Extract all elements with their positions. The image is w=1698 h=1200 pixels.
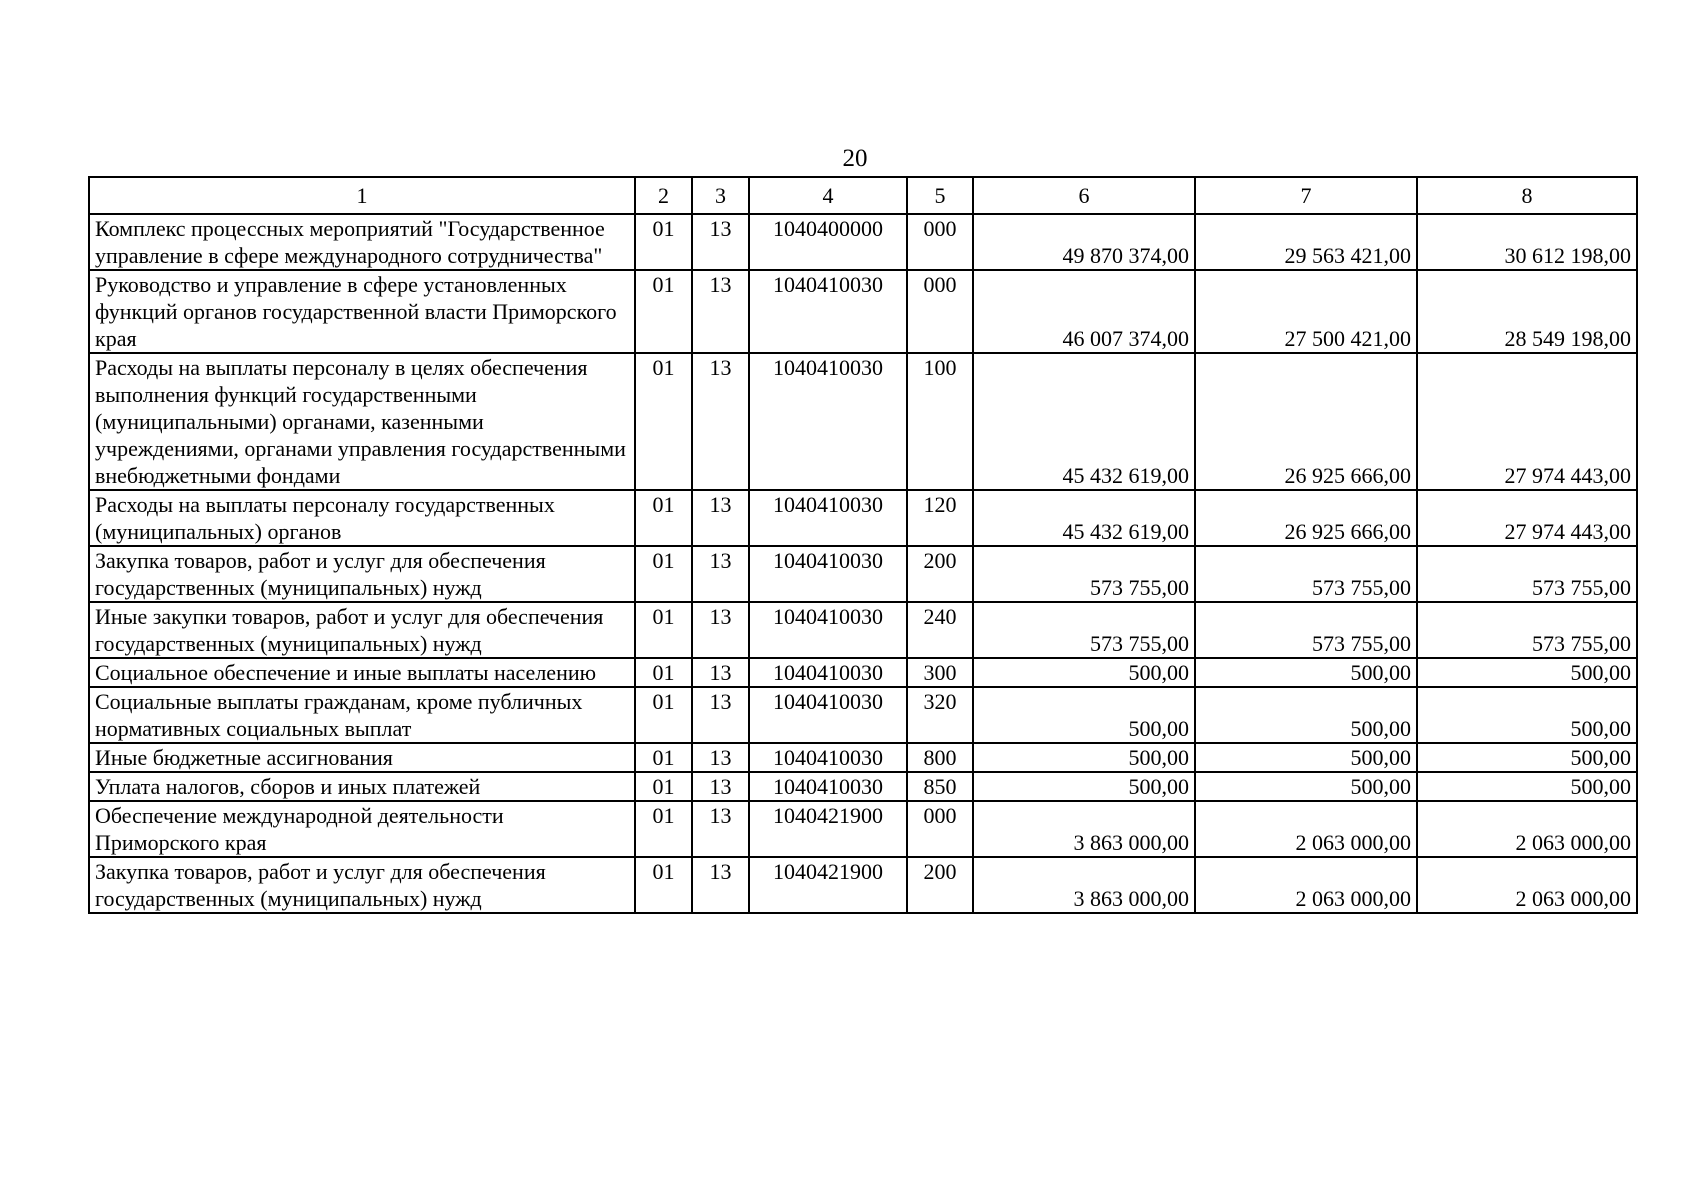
target-article-code: 1040410030 [749, 270, 907, 353]
target-article-code: 1040410030 [749, 490, 907, 546]
header-cell: 4 [749, 177, 907, 214]
header-cell: 3 [692, 177, 749, 214]
target-article-code: 1040410030 [749, 353, 907, 490]
header-cell: 6 [973, 177, 1195, 214]
row-name: Социальные выплаты гражданам, кроме публичных нормативных социальных выплат [89, 687, 635, 743]
subsection-code: 13 [692, 214, 749, 270]
amount-col7: 2 063 000,00 [1195, 857, 1417, 913]
subsection-code: 13 [692, 857, 749, 913]
expense-type-code: 300 [907, 658, 973, 687]
target-article-code: 1040410030 [749, 743, 907, 772]
expense-type-code: 240 [907, 602, 973, 658]
header-cell: 1 [89, 177, 635, 214]
subsection-code: 13 [692, 801, 749, 857]
subsection-code: 13 [692, 687, 749, 743]
amount-col8: 27 974 443,00 [1417, 353, 1637, 490]
target-article-code: 1040410030 [749, 772, 907, 801]
row-name: Комплекс процессных мероприятий "Государственное управление в сфере международного сотрудничества" [89, 214, 635, 270]
amount-col6: 45 432 619,00 [973, 353, 1195, 490]
target-article-code: 1040400000 [749, 214, 907, 270]
section-code: 01 [635, 214, 692, 270]
row-name: Расходы на выплаты персоналу государственных (муниципальных) органов [89, 490, 635, 546]
amount-col8: 573 755,00 [1417, 546, 1637, 602]
amount-col8: 500,00 [1417, 772, 1637, 801]
amount-col6: 49 870 374,00 [973, 214, 1195, 270]
row-name: Обеспечение международной деятельности Приморского края [89, 801, 635, 857]
subsection-code: 13 [692, 743, 749, 772]
subsection-code: 13 [692, 270, 749, 353]
amount-col6: 46 007 374,00 [973, 270, 1195, 353]
amount-col8: 500,00 [1417, 687, 1637, 743]
amount-col6: 500,00 [973, 658, 1195, 687]
amount-col6: 573 755,00 [973, 546, 1195, 602]
table-row [89, 270, 1637, 353]
section-code: 01 [635, 801, 692, 857]
page-number: 20 [842, 145, 868, 172]
amount-col8: 500,00 [1417, 658, 1637, 687]
amount-col8: 500,00 [1417, 743, 1637, 772]
section-code: 01 [635, 270, 692, 353]
row-name: Социальное обеспечение и иные выплаты населению [89, 658, 635, 687]
amount-col7: 27 500 421,00 [1195, 270, 1417, 353]
table-row [89, 546, 1637, 602]
header-row [89, 177, 1637, 214]
table-row [89, 490, 1637, 546]
target-article-code: 1040410030 [749, 658, 907, 687]
amount-col6: 573 755,00 [973, 602, 1195, 658]
subsection-code: 13 [692, 658, 749, 687]
target-article-code: 1040410030 [749, 546, 907, 602]
amount-col7: 26 925 666,00 [1195, 490, 1417, 546]
row-name: Уплата налогов, сборов и иных платежей [89, 772, 635, 801]
table-row [89, 214, 1637, 270]
section-code: 01 [635, 658, 692, 687]
table-row [89, 857, 1637, 913]
amount-col8: 30 612 198,00 [1417, 214, 1637, 270]
amount-col8: 2 063 000,00 [1417, 857, 1637, 913]
amount-col8: 28 549 198,00 [1417, 270, 1637, 353]
section-code: 01 [635, 353, 692, 490]
amount-col7: 26 925 666,00 [1195, 353, 1417, 490]
section-code: 01 [635, 687, 692, 743]
table-row [89, 801, 1637, 857]
header-cell: 7 [1195, 177, 1417, 214]
row-name: Иные закупки товаров, работ и услуг для обеспечения государственных (муниципальных) нужд [89, 602, 635, 658]
amount-col7: 573 755,00 [1195, 602, 1417, 658]
amount-col6: 3 863 000,00 [973, 857, 1195, 913]
section-code: 01 [635, 743, 692, 772]
expense-type-code: 200 [907, 857, 973, 913]
target-article-code: 1040421900 [749, 857, 907, 913]
expense-type-code: 000 [907, 270, 973, 353]
header-cell: 5 [907, 177, 973, 214]
section-code: 01 [635, 602, 692, 658]
amount-col7: 500,00 [1195, 772, 1417, 801]
amount-col7: 500,00 [1195, 658, 1417, 687]
amount-col6: 45 432 619,00 [973, 490, 1195, 546]
amount-col7: 500,00 [1195, 743, 1417, 772]
target-article-code: 1040410030 [749, 687, 907, 743]
subsection-code: 13 [692, 490, 749, 546]
table-row [89, 687, 1637, 743]
amount-col8: 573 755,00 [1417, 602, 1637, 658]
expense-type-code: 200 [907, 546, 973, 602]
amount-col7: 29 563 421,00 [1195, 214, 1417, 270]
budget-table [88, 176, 1638, 914]
row-name: Закупка товаров, работ и услуг для обеспечения государственных (муниципальных) нужд [89, 857, 635, 913]
subsection-code: 13 [692, 546, 749, 602]
row-name: Закупка товаров, работ и услуг для обеспечения государственных (муниципальных) нужд [89, 546, 635, 602]
table-row [89, 772, 1637, 801]
target-article-code: 1040421900 [749, 801, 907, 857]
amount-col6: 500,00 [973, 687, 1195, 743]
header-cell: 8 [1417, 177, 1637, 214]
expense-type-code: 000 [907, 801, 973, 857]
expense-type-code: 100 [907, 353, 973, 490]
row-name: Расходы на выплаты персоналу в целях обеспечения выполнения функций государственными (муниципальными) органами, казенными учреждениями, органами управления государственными внебюджетными фондами [89, 353, 635, 490]
expense-type-code: 800 [907, 743, 973, 772]
table-row [89, 353, 1637, 490]
amount-col8: 27 974 443,00 [1417, 490, 1637, 546]
amount-col6: 500,00 [973, 772, 1195, 801]
amount-col8: 2 063 000,00 [1417, 801, 1637, 857]
section-code: 01 [635, 546, 692, 602]
amount-col7: 573 755,00 [1195, 546, 1417, 602]
table-row [89, 658, 1637, 687]
amount-col7: 2 063 000,00 [1195, 801, 1417, 857]
expense-type-code: 120 [907, 490, 973, 546]
target-article-code: 1040410030 [749, 602, 907, 658]
section-code: 01 [635, 772, 692, 801]
subsection-code: 13 [692, 353, 749, 490]
table-row [89, 743, 1637, 772]
row-name: Руководство и управление в сфере установленных функций органов государственной власти Приморского края [89, 270, 635, 353]
table-row [89, 602, 1637, 658]
section-code: 01 [635, 490, 692, 546]
section-code: 01 [635, 857, 692, 913]
header-cell: 2 [635, 177, 692, 214]
row-name: Иные бюджетные ассигнования [89, 743, 635, 772]
expense-type-code: 320 [907, 687, 973, 743]
subsection-code: 13 [692, 772, 749, 801]
expense-type-code: 000 [907, 214, 973, 270]
amount-col6: 500,00 [973, 743, 1195, 772]
amount-col7: 500,00 [1195, 687, 1417, 743]
expense-type-code: 850 [907, 772, 973, 801]
subsection-code: 13 [692, 602, 749, 658]
amount-col6: 3 863 000,00 [973, 801, 1195, 857]
